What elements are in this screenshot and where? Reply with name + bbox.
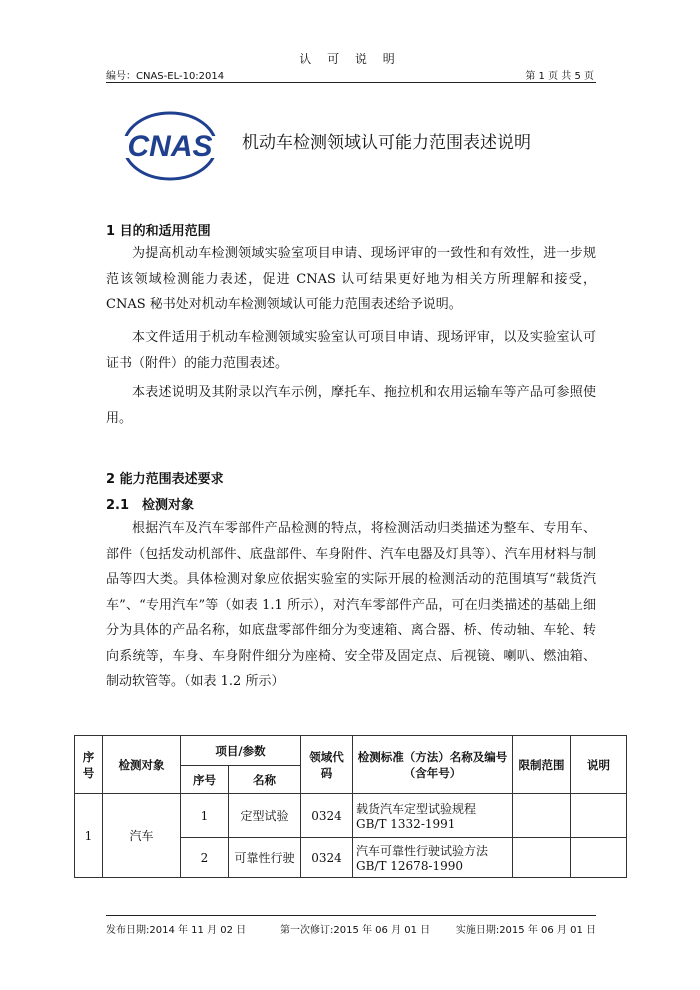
item-limit bbox=[513, 838, 571, 878]
col-header-seq: 序号 bbox=[75, 736, 103, 794]
col-header-domain-code: 领域代码 bbox=[301, 736, 353, 794]
document-title: 机动车检测领域认可能力范围表述说明 bbox=[242, 133, 531, 153]
col-header-note: 说明 bbox=[571, 736, 627, 794]
section-2-1-heading: 2.1 检测对象 bbox=[106, 498, 195, 513]
section-1-heading: 1 目的和适用范围 bbox=[106, 224, 211, 239]
item-domain-code: 0324 bbox=[301, 838, 353, 878]
svg-text:CNAS: CNAS bbox=[127, 130, 213, 163]
item-standard bbox=[353, 838, 513, 878]
col-header-item-param: 项目/参数 bbox=[181, 736, 301, 766]
cnas-logo-icon bbox=[120, 110, 220, 182]
section-2-heading: 2 能力范围表述要求 bbox=[106, 472, 224, 487]
item-domain-code: 0324 bbox=[301, 794, 353, 838]
section-2-1-paragraph: 根据汽车及汽车零部件产品检测的特点，将检测活动归类描述为整车、专用车、部件（包括发动机部件、底盘部件、车身附件、汽车电器及灯具等）、汽车用材料与制品等四大类。具体检测对象应依据实验室的实际开展的检测活动的范围填写“载货汽车”、“专用汽车”等（如表 1.1 所示），对汽车零部件产品，可在归类描述的基础上细分为具体的产品名称，如底盘零部件细分为变速箱、离合器、桥、传动轴、车轮、转向系统等，车身、车身附件细分为座椅、安全带及固定点、后视镜、喇叭、燃油箱、制动软管等。（如表 1.2 所示） bbox=[106, 521, 596, 689]
col-header-standard: 检测标准（方法）名称及编号（含年号） bbox=[353, 736, 513, 794]
footer-revision-date: 第一次修订:2015 年 06 月 01 日 bbox=[280, 925, 431, 936]
footer-effective-date: 实施日期:2015 年 06 月 01 日 bbox=[455, 925, 596, 936]
header-divider bbox=[106, 82, 596, 83]
col-header-limit: 限制范围 bbox=[513, 736, 571, 794]
item-no: 1 bbox=[181, 794, 229, 838]
item-note bbox=[571, 794, 627, 838]
col-header-object: 检测对象 bbox=[103, 736, 181, 794]
item-name: 可靠性行驶 bbox=[229, 838, 301, 878]
item-standard-name: 载货汽车定型试验规程 bbox=[356, 802, 477, 816]
section-1-paragraph-3: 本表述说明及其附录以汽车示例，摩托车、拖拉机和农用运输车等产品可参照使用。 bbox=[106, 385, 596, 426]
document-number: 编号：CNAS-EL-10:2014 bbox=[106, 71, 225, 82]
table-row bbox=[75, 794, 627, 838]
footer-issue-date: 发布日期:2014 年 11 月 02 日 bbox=[106, 925, 247, 936]
item-standard-number: GB/T 12678-1990 bbox=[356, 859, 464, 873]
col-header-item-name: 名称 bbox=[229, 766, 301, 794]
item-standard-number: GB/T 1332-1991 bbox=[356, 817, 456, 831]
row-seq: 1 bbox=[75, 794, 103, 878]
item-name: 定型试验 bbox=[229, 794, 301, 838]
footer-divider bbox=[106, 915, 596, 916]
header-title: 认 可 说 明 bbox=[299, 52, 401, 66]
section-1-paragraph-1: 为提高机动车检测领域实验室项目申请、现场评审的一致性和有效性，进一步规范该领域检测能力表述，促进 CNAS 认可结果更好地为相关方所理解和接受，CNAS 秘书处对机动车检测领域认可能力范围表述给予说明。 bbox=[106, 246, 596, 312]
item-standard-name: 汽车可靠性行驶试验方法 bbox=[356, 844, 489, 858]
col-header-item-seq: 序号 bbox=[181, 766, 229, 794]
section-1-paragraph-2: 本文件适用于机动车检测领域实验室认可项目申请、现场评审，以及实验室认可证书（附件）的能力范围表述。 bbox=[106, 330, 596, 371]
item-no: 2 bbox=[181, 838, 229, 878]
item-standard bbox=[353, 794, 513, 838]
scope-table bbox=[74, 735, 627, 878]
page-indicator: 第 1 页 共 5 页 bbox=[525, 71, 594, 82]
item-note bbox=[571, 838, 627, 878]
item-limit bbox=[513, 794, 571, 838]
row-object: 汽车 bbox=[103, 794, 181, 878]
